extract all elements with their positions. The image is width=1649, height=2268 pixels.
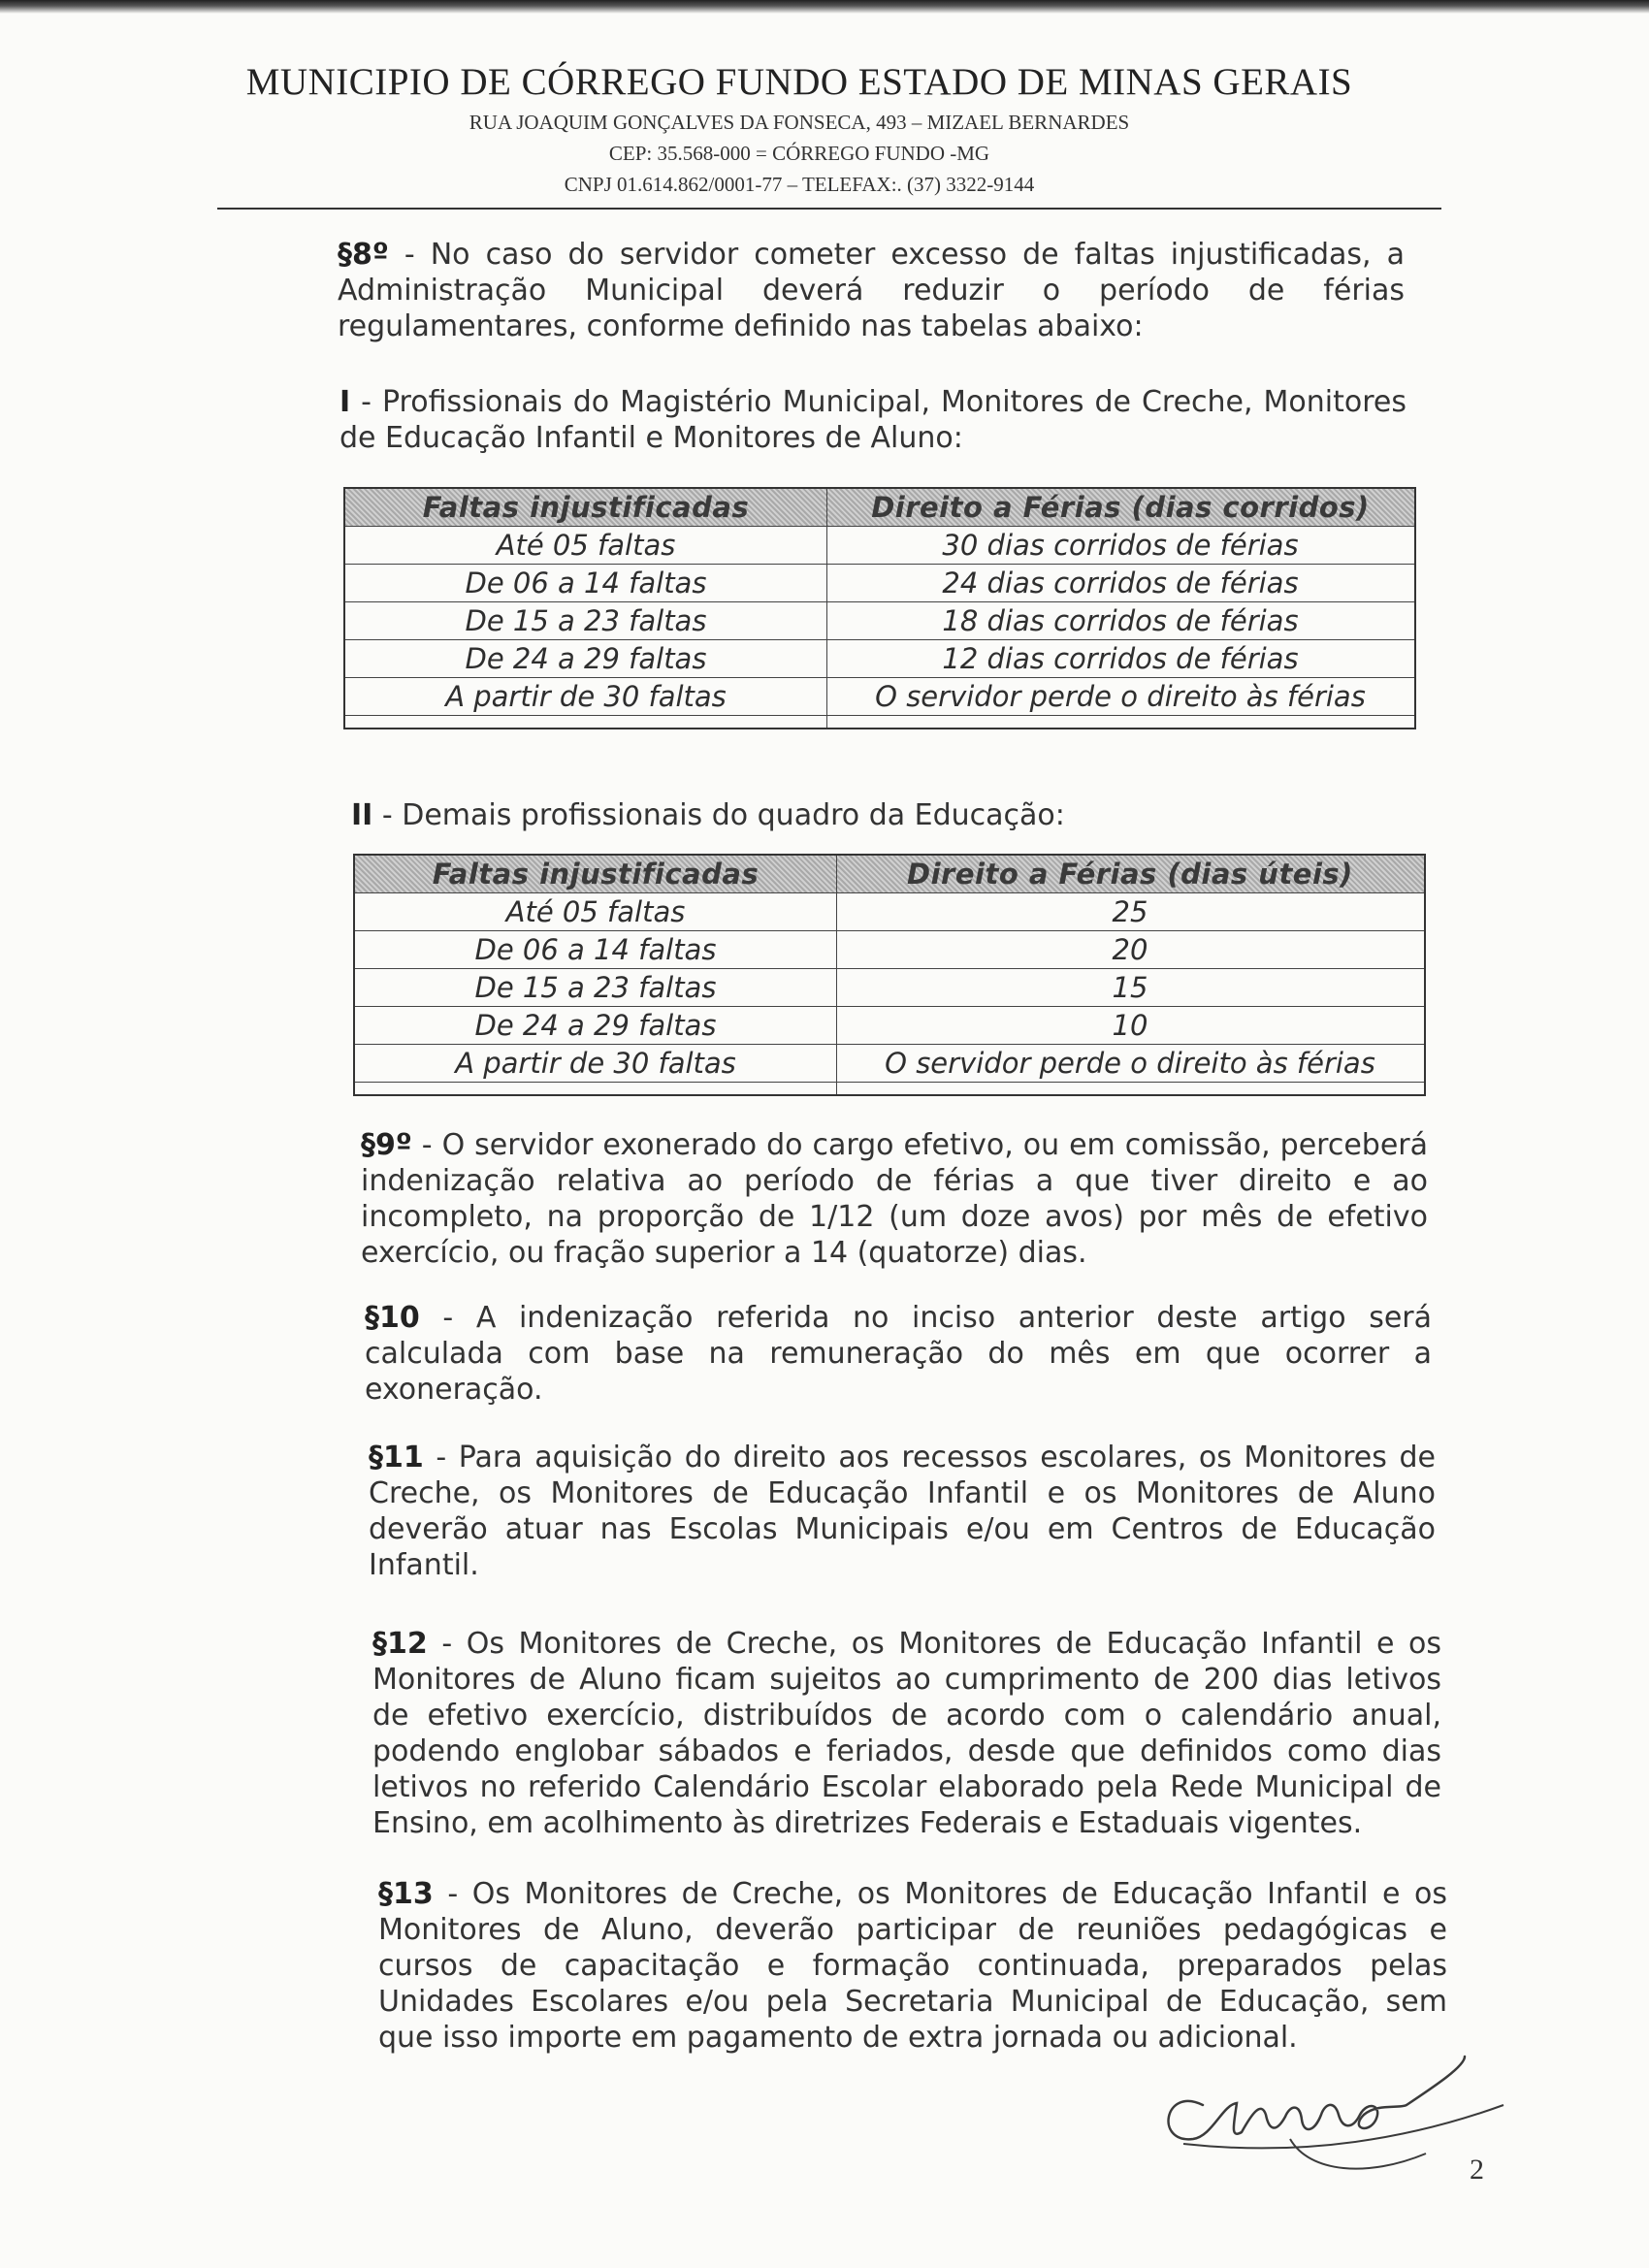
letterhead-address: RUA JOAQUIM GONÇALVES DA FONSECA, 493 – MIZAEL BERNARDES — [469, 111, 1130, 134]
paragraph-12-text: - Os Monitores de Creche, os Monitores de Educação Infantil e os Monitores de Aluno ficam sujeitos ao cumprimento de 200 dias letivos de efetivo exercício, distribuídos de acordo com o calendário anual, podendo englobar sábados e feriados, desde que definidos como dias letivos no referido Calendário Escolar elaborado pela Rede Municipal de Ensino, em acolhimento às diretrizes Federais e Estaduais vigentes. — [372, 1627, 1441, 1840]
table-cell: Até 05 faltas — [345, 527, 826, 565]
table-cell: De 15 a 23 faltas — [345, 602, 826, 640]
paragraph-8-label: §8º — [338, 238, 389, 272]
table-cell: De 24 a 29 faltas — [355, 1007, 836, 1045]
table-cell: 15 — [836, 969, 1424, 1007]
signature-image — [1145, 2047, 1513, 2183]
table-header-cell: Faltas injustificadas — [355, 856, 836, 893]
paragraph-10-text: - A indenização referida no inciso anterior deste artigo será calculada com base na remuneração do mês em que ocorrer a exoneração. — [365, 1301, 1432, 1407]
letterhead-title: MUNICIPIO DE CÓRREGO FUNDO ESTADO DE MINAS GERAIS — [245, 61, 1353, 103]
table-faltas-magisterio — [343, 487, 1416, 729]
table-cell: 18 dias corridos de férias — [826, 602, 1414, 640]
letterhead-cnpj: CNPJ 01.614.862/0001-77 – TELEFAX:. (37) 3322-9144 — [564, 173, 1035, 196]
paragraph-12-label: §12 — [372, 1627, 428, 1661]
paragraph-11 — [369, 1440, 1436, 1583]
paragraph-9-text: - O servidor exonerado do cargo efetivo, ou em comissão, perceberá indenização relativa ao período de férias a que tiver direito e ao incompleto, na proporção de 1/12 (um doze avos) por mês de efetivo exercício, ou fração superior a 14 (quatorze) dias. — [361, 1128, 1428, 1270]
table-cell: De 06 a 14 faltas — [355, 931, 836, 969]
table-cell: O servidor perde o direito às férias — [826, 678, 1414, 716]
paragraph-10-label: §10 — [365, 1301, 420, 1335]
table-cell: De 15 a 23 faltas — [355, 969, 836, 1007]
table-cell: 10 — [836, 1007, 1424, 1045]
section-1-text: - Profissionais do Magistério Municipal, Monitores de Creche, Monitores de Educação Infantil e Monitores de Aluno: — [340, 385, 1406, 455]
letterhead-cep: CEP: 35.568-000 = CÓRREGO FUNDO -MG — [608, 142, 990, 165]
paragraph-8 — [338, 237, 1405, 344]
section-1 — [340, 384, 1406, 456]
paragraph-11-label: §11 — [369, 1441, 424, 1474]
table-header-cell: Faltas injustificadas — [345, 489, 826, 527]
paragraph-10 — [365, 1300, 1432, 1408]
paragraph-13-text: - Os Monitores de Creche, os Monitores de Educação Infantil e os Monitores de Aluno, deverão participar de reuniões pedagógicas e cursos de capacitação e formação continuada, preparados pelas Unidades Escolares e/ou pela Secretaria Municipal de Educação, sem que isso importe em pagamento de extra jornada ou adicional. — [378, 1877, 1447, 2055]
table-cell: Até 05 faltas — [355, 893, 836, 931]
scan-edge — [0, 0, 1649, 14]
section-2-label: II — [351, 798, 373, 832]
paragraph-13-label: §13 — [378, 1877, 434, 1911]
paragraph-9-label: §9º — [361, 1128, 412, 1162]
paragraph-9 — [361, 1127, 1428, 1271]
paragraph-12 — [372, 1626, 1441, 1841]
table-column-divider — [826, 489, 827, 728]
section-1-label: I — [340, 385, 351, 419]
table-cell: A partir de 30 faltas — [345, 678, 826, 716]
section-2-text: - Demais profissionais do quadro da Educação: — [372, 798, 1065, 832]
table-header-cell: Direito a Férias (dias úteis) — [836, 856, 1424, 893]
table-cell: A partir de 30 faltas — [355, 1045, 836, 1083]
paragraph-8-text: - No caso do servidor cometer excesso de faltas injustificadas, a Administração Municipal deverá reduzir o período de férias regulamentares, conforme definido nas tabelas abaixo: — [338, 238, 1405, 343]
section-2 — [351, 797, 1418, 833]
letterhead-rule — [217, 208, 1441, 210]
paragraph-11-text: - Para aquisição do direito aos recessos escolares, os Monitores de Creche, os Monitores de Educação Infantil e os Monitores de Aluno deverão atuar nas Escolas Municipais e/ou em Centros de Educação Infantil. — [369, 1441, 1436, 1582]
page-number: 2 — [1470, 2154, 1484, 2186]
paragraph-13 — [378, 1876, 1447, 2056]
table-cell: 20 — [836, 931, 1424, 969]
table-cell: 12 dias corridos de férias — [826, 640, 1414, 678]
table-header-cell: Direito a Férias (dias corridos) — [826, 489, 1414, 527]
table-faltas-demais — [353, 854, 1426, 1096]
table-cell: 25 — [836, 893, 1424, 931]
table-cell: 24 dias corridos de férias — [826, 565, 1414, 602]
table-cell: De 24 a 29 faltas — [345, 640, 826, 678]
table-column-divider — [836, 856, 837, 1094]
table-cell: 30 dias corridos de férias — [826, 527, 1414, 565]
table-cell: O servidor perde o direito às férias — [836, 1045, 1424, 1083]
table-cell: De 06 a 14 faltas — [345, 565, 826, 602]
